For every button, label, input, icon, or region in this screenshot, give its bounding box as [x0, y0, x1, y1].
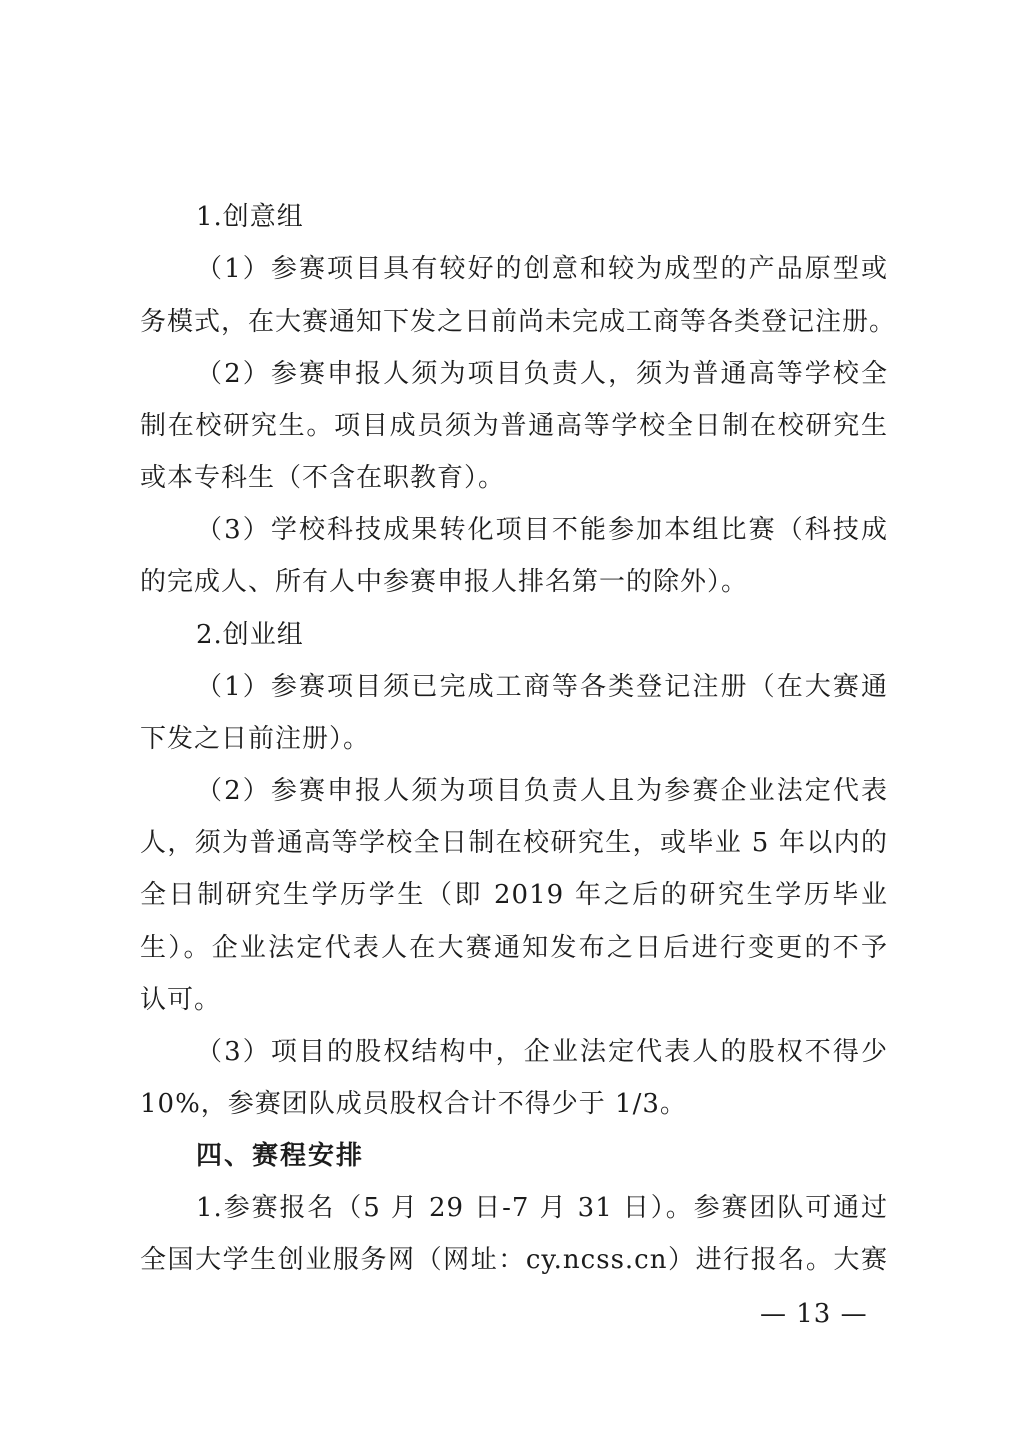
- startup-item2-line2: 人，须为普通高等学校全日制在校研究生，或毕业 5 年以内的: [140, 828, 888, 858]
- creative-item1-line1: （1）参赛项目具有较好的创意和较为成型的产品原型或: [196, 254, 888, 284]
- startup-item1-line1: （1）参赛项目须已完成工商等各类登记注册（在大赛通: [196, 672, 888, 702]
- creative-item2-line1: （2）参赛申报人须为项目负责人，须为普通高等学校全: [196, 359, 888, 389]
- startup-item2-line5: 认可。: [140, 985, 222, 1015]
- creative-item2-line3: 或本专科生（不含在职教育）。: [140, 463, 506, 493]
- startup-item2-line3: 全日制研究生学历学生（即 2019 年之后的研究生学历毕业: [140, 880, 888, 910]
- page-number: — 13 —: [760, 1299, 868, 1329]
- creative-item3-line2: 的完成人、所有人中参赛申报人排名第一的除外）。: [140, 567, 749, 597]
- creative-item2-line2: 制在校研究生。项目成员须为普通高等学校全日制在校研究生: [140, 411, 888, 441]
- creative-item1-line2: 务模式，在大赛通知下发之日前尚未完成工商等各类登记注册。: [140, 307, 897, 337]
- creative-item3-line1: （3）学校科技成果转化项目不能参加本组比赛（科技成: [196, 515, 888, 545]
- schedule-item1-line1: 1.参赛报名（5 月 29 日-7 月 31 日）。参赛团队可通过: [196, 1193, 888, 1223]
- startup-item3-line2: 10%，参赛团队成员股权合计不得少于 1/3。: [140, 1089, 687, 1119]
- schedule-heading: 四、赛程安排: [196, 1141, 365, 1171]
- startup-item2-line4: 生）。企业法定代表人在大赛通知发布之日后进行变更的不予: [140, 933, 888, 963]
- startup-item3-line1: （3）项目的股权结构中，企业法定代表人的股权不得少: [196, 1037, 888, 1067]
- creative-group-title: 1.创意组: [196, 202, 304, 232]
- startup-item1-line2: 下发之日前注册）。: [140, 724, 371, 754]
- schedule-item1-line2: 全国大学生创业服务网（网址：cy.ncss.cn）进行报名。大赛: [140, 1245, 888, 1275]
- startup-item2-line1: （2）参赛申报人须为项目负责人且为参赛企业法定代表: [196, 776, 888, 806]
- startup-group-title: 2.创业组: [196, 620, 304, 650]
